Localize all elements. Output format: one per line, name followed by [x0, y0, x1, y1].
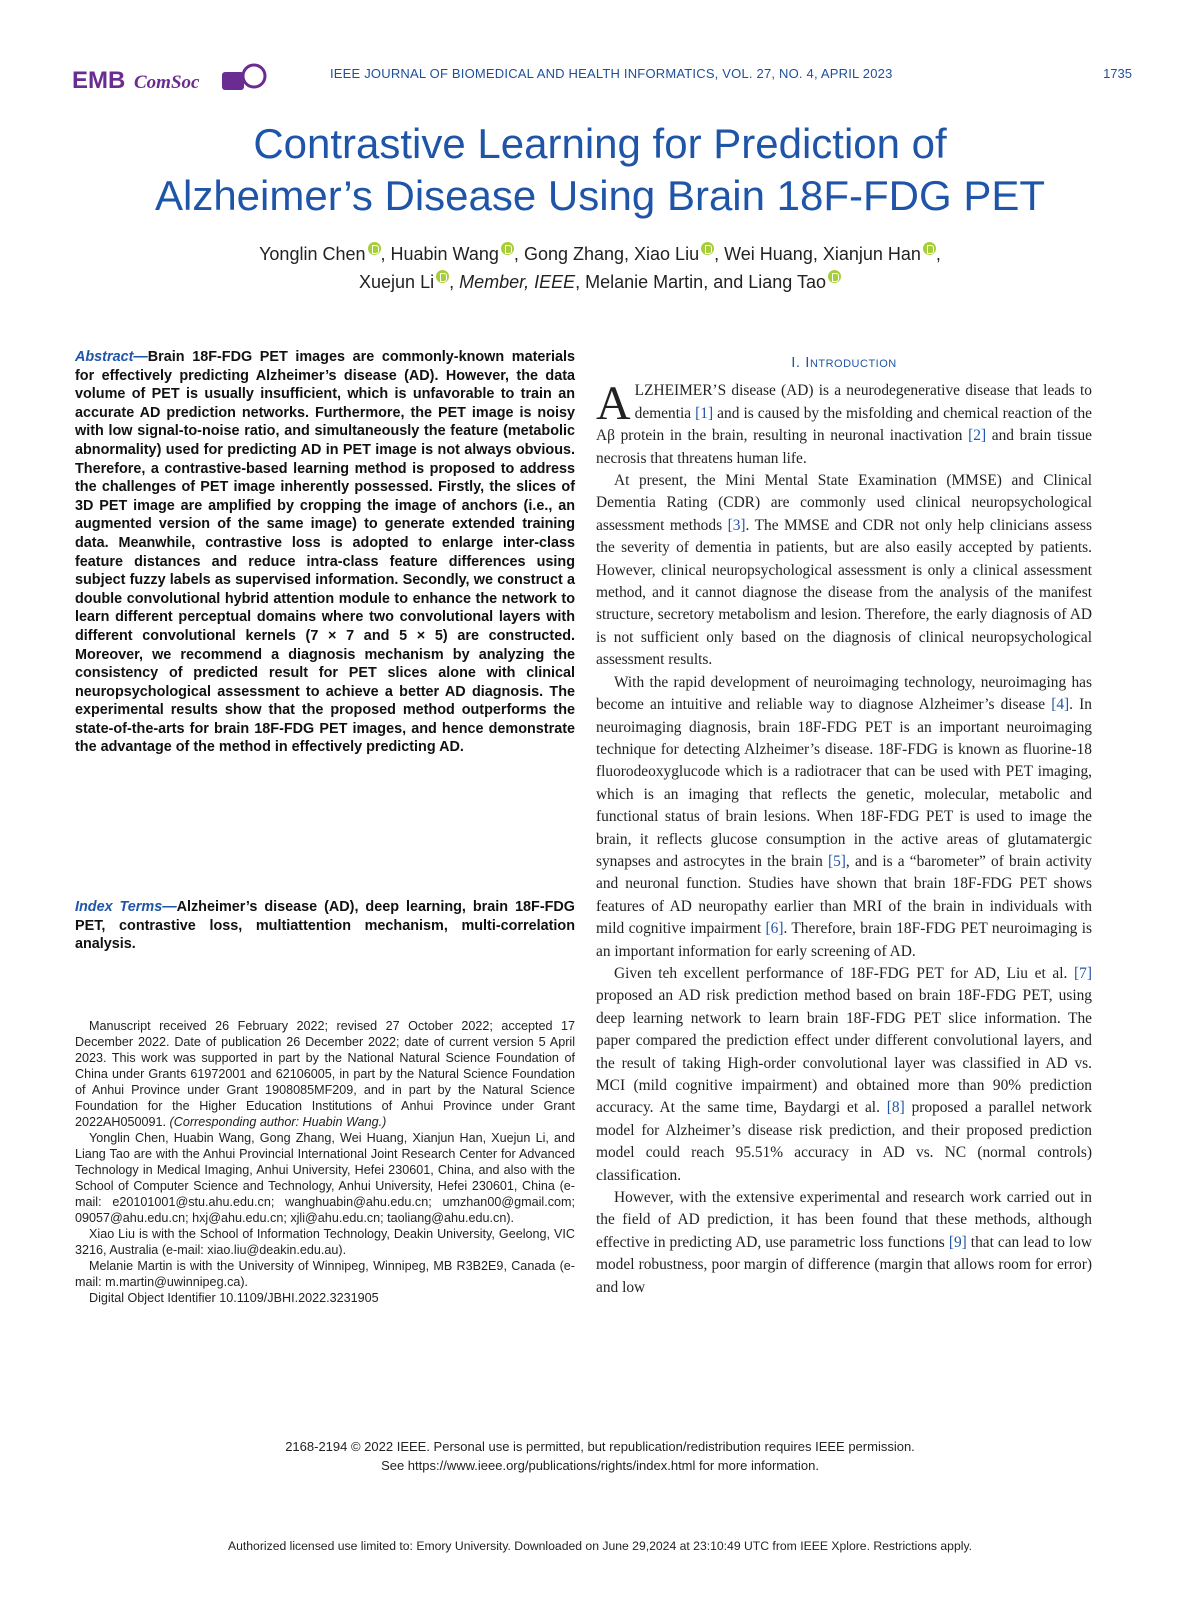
footnote-doi: Digital Object Identifier 10.1109/JBHI.2022.3231905	[89, 1291, 379, 1305]
citation-link[interactable]: [2]	[968, 427, 987, 445]
abstract-text: Brain 18F-FDG PET images are commonly-known materials for effectively predicting Alzheimer’s disease (AD). However, the data volume of PET is usually insufficient, which is unfavorable to train an accurate AD prediction networks. Furthermore, the PET image is noisy with low signal-to-noise ratio, and simultaneously the feature (metabolic abnormality) used for predicting AD in PET image is not always obvious. Therefore, a contrastive-based learning method is proposed to address the challenges of PET image inherently possessed. Firstly, the slices of 3D PET image are amplified by cropping the image of anchors (i.e., an augmented version of the same image) to generate extended training data. Meanwhile, contrastive loss is adopted to enlarge inter-class feature distances and reduce intra-class feature differences using subject fuzzy labels as supervised information. Secondly, we construct a double convolutional hybrid attention module to enhance the network to learn different perceptual domains where two convolutional layers with different convolutional kernels (7 × 7 and 5 × 5) are constructed. Moreover, we recommend a diagnosis mechanism by analyzing the consistency of predicted result for PET slices alone with clinical neuropsychological assessment to achieve a better AD diagnosis. The experimental results show that the proposed method outperforms the state-of-the-arts for brain 18F-FDG PET images, and hence demonstrate the advantage of the method in effectively predicting AD.	[75, 349, 575, 756]
corresponding-author: (Corresponding author: Huabin Wang.)	[169, 1115, 387, 1129]
author: Wei Huang	[724, 244, 813, 264]
drop-cap: A	[596, 377, 631, 431]
author: Xuejun Li	[359, 272, 435, 292]
orcid-icon[interactable]	[828, 270, 841, 283]
intro-paragraph-2: At present, the Mini Mental State Examination (MMSE) and Clinical Dementia Rating (CDR) are commonly used clinical neuropsychological assessment methods [3]. The MMSE and CDR not only help clinicians assess the severity of dementia in patients, but are also easily accepted by patients. However, clinical neuropsychological assessment is only a clinical assessment method, and it cannot diagnose the disease from the analysis of the manifest structure, secretory metabolism and lesion. Therefore, the early diagnosis of AD is not sufficient only based on the diagnosis of clinical neuropsychological assessment results.	[596, 472, 1092, 669]
footnote-manuscript: Manuscript received 26 February 2022; revised 27 October 2022; accepted 17 December 2022. Date of publication 26 December 2022; date of current version 5 April 2023. This work was supported in part by the National Natural Science Foundation of China under Grants 61972001 and 62106005, in part by the Natural Science Foundation of Anhui Province under Grant 1908085MF209, and in part by the Natural Science Foundation for the Higher Education Institutions of Anhui Province under Grant 2022AH050091. (Corresponding author: Huabin Wang.)	[75, 1019, 575, 1129]
orcid-icon[interactable]	[923, 242, 936, 255]
citation-link[interactable]: [3]	[727, 516, 746, 534]
intro-paragraph-4: Given teh excellent performance of 18F-FDG PET for AD, Liu et al. [7] proposed an AD risk prediction method based on brain 18F-FDG PET, using deep learning network to learn brain 18F-FDG PET slice information. The paper compared the prediction effect under different convolutional layers, and the result of taking High-order convolutional layer was classified in AD vs. MCI (mild cognitive impairment) and obtained more than 90% prediction accuracy. At the same time, Baydargi et al. [8] proposed a parallel network model for Alzheimer’s disease risk prediction, and their proposed prediction model could reach 95.51% accuracy in AD vs. NC (normal controls) classification.	[596, 964, 1093, 1184]
title-line-1: Contrastive Learning for Prediction of	[253, 120, 947, 167]
footnote-affiliation-anhui: Yonglin Chen, Huabin Wang, Gong Zhang, Wei Huang, Xianjun Han, Xuejun Li, and Liang Tao are with the Anhui Provincial International Joint Research Center for Advanced Technology in Medical Imaging, Anhui University, Hefei 230601, China, and also with the School of Computer Science and Technology, Anhui University, Hefei 230601, China (e-mail: e20101001@stu.ahu.edu.cn; wanghuabin@ahu.edu.cn; umzhan00@gmail.com; 09057@ahu.edu.cn; hxj@ahu.edu.cn; xjli@ahu.edu.cn; taoliang@ahu.edu.cn).	[75, 1131, 575, 1225]
comsoc-logo	[134, 72, 200, 93]
author-tail: , Melanie Martin, and Liang Tao	[575, 272, 826, 292]
author: Yonglin Chen	[259, 244, 366, 264]
abstract	[75, 348, 575, 757]
sensors-logo	[222, 65, 265, 100]
orcid-icon[interactable]	[436, 270, 449, 283]
author: Xiao Liu	[634, 244, 700, 264]
citation-link[interactable]: [1]	[695, 404, 714, 422]
citation-link[interactable]: [9]	[948, 1233, 967, 1251]
citation-link[interactable]: [6]	[765, 920, 784, 938]
running-head: IEEE JOURNAL OF BIOMEDICAL AND HEALTH INFORMATICS, VOL. 27, NO. 4, APRIL 2023	[330, 66, 893, 81]
emb-logo	[72, 67, 125, 94]
rights-link[interactable]: See https://www.ieee.org/publications/rights/index.html for more information.	[381, 1458, 819, 1473]
index-terms	[75, 898, 575, 954]
section-heading: I. Introduction	[791, 354, 897, 371]
member-note: Member, IEEE	[459, 272, 576, 292]
index-terms-text: Alzheimer’s disease (AD), deep learning, brain 18F-FDG PET, contrastive loss, multiattention mechanism, multi-correlation analysis.	[75, 899, 575, 953]
intro-paragraph-3: With the rapid development of neuroimaging technology, neuroimaging has become an intuitive and reliable way to diagnose Alzheimer’s disease [4]. In neuroimaging diagnosis, brain 18F-FDG PET is an important neuroimaging technique for detecting Alzheimer’s disease. 18F-FDG is known as fluorine-18 fluorodeoxyglucode which is a radiotracer that can be used with PET imaging, which is an imaging that reflects the genetic, molecular, metabolic and functional status of brain lesions. When 18F-FDG PET is used to image the brain, it reflects glucose consumption in the active areas of glutamatergic synapses and astrocytes in the brain [5], and is a “barometer” of brain activity and neuronal function. Studies have shown that brain 18F-FDG PET shows features of AD neuropathy earlier than MRI of the brain in individuals with mild cognitive impairment [6]. Therefore, brain 18F-FDG PET neuroimaging is an important information for early screening of AD.	[596, 673, 1093, 960]
introduction-section	[596, 352, 1092, 1299]
title-line-2: Alzheimer’s Disease Using Brain 18F-FDG PET	[154, 172, 1046, 219]
footnotes	[75, 1018, 575, 1306]
society-logos	[72, 58, 272, 102]
copyright-notice: 2168-2194 © 2022 IEEE. Personal use is permitted, but republication/redistribution requires IEEE permission. See https://www.ieee.org/publications/rights/index.html for more information.	[40, 1437, 1160, 1475]
abstract-lead: Abstract—	[75, 349, 148, 365]
citation-link[interactable]: [5]	[827, 852, 846, 870]
footnote-affiliation-deakin: Xiao Liu is with the School of Information Technology, Deakin University, Geelong, VIC 3216, Australia (e-mail: xiao.liu@deakin.edu.au).	[75, 1227, 575, 1257]
citation-link[interactable]: [8]	[886, 1099, 905, 1117]
author: Xianjun Han	[822, 244, 921, 264]
orcid-icon[interactable]	[501, 242, 514, 255]
page-number: 1735	[1103, 66, 1132, 81]
intro-paragraph-5: However, with the extensive experimental and research work carried out in the field of AD prediction, it has been found that these methods, although effective in predicting AD, use parametric loss functions [9] that can lead to low model robustness, poor margin of difference (margin that allows room for error) and low	[596, 1189, 1092, 1296]
author-list: Yonglin Chen , Huabin Wang , Gong Zhang, Xiao Liu , Wei Huang, Xianjun Han , Xuejun Li , Member, IEEE, Melanie Martin, and Liang Tao	[259, 244, 941, 292]
index-terms-lead: Index Terms—	[75, 899, 177, 915]
citation-link[interactable]: [4]	[1051, 696, 1070, 714]
citation-link[interactable]: [7]	[1074, 964, 1092, 982]
author: Gong Zhang	[523, 244, 625, 264]
orcid-icon[interactable]	[701, 242, 714, 255]
orcid-icon[interactable]	[368, 242, 381, 255]
paper-title	[40, 118, 1160, 222]
svg-text:ComSoc: ComSoc	[134, 72, 200, 93]
svg-text:EMB: EMB	[72, 67, 126, 94]
footnote-affiliation-winnipeg: Melanie Martin is with the University of Winnipeg, Winnipeg, MB R3B2E9, Canada (e-mail: m.martin@uwinnipeg.ca).	[75, 1259, 575, 1289]
intro-paragraph-1: ALZHEIMER’S disease (AD) is a neurodegenerative disease that leads to dementia [1] and is caused by the misfolding and chemical reaction of the Aβ protein in the brain, resulting in neuronal inactivation [2] and brain tissue necrosis that threatens human life.	[596, 377, 1092, 467]
author: Huabin Wang	[390, 244, 499, 264]
license-notice: Authorized licensed use limited to: Emory University. Downloaded on June 29,2024 at 23:10:49 UTC from IEEE Xplore. Restrictions apply.	[227, 1539, 973, 1553]
